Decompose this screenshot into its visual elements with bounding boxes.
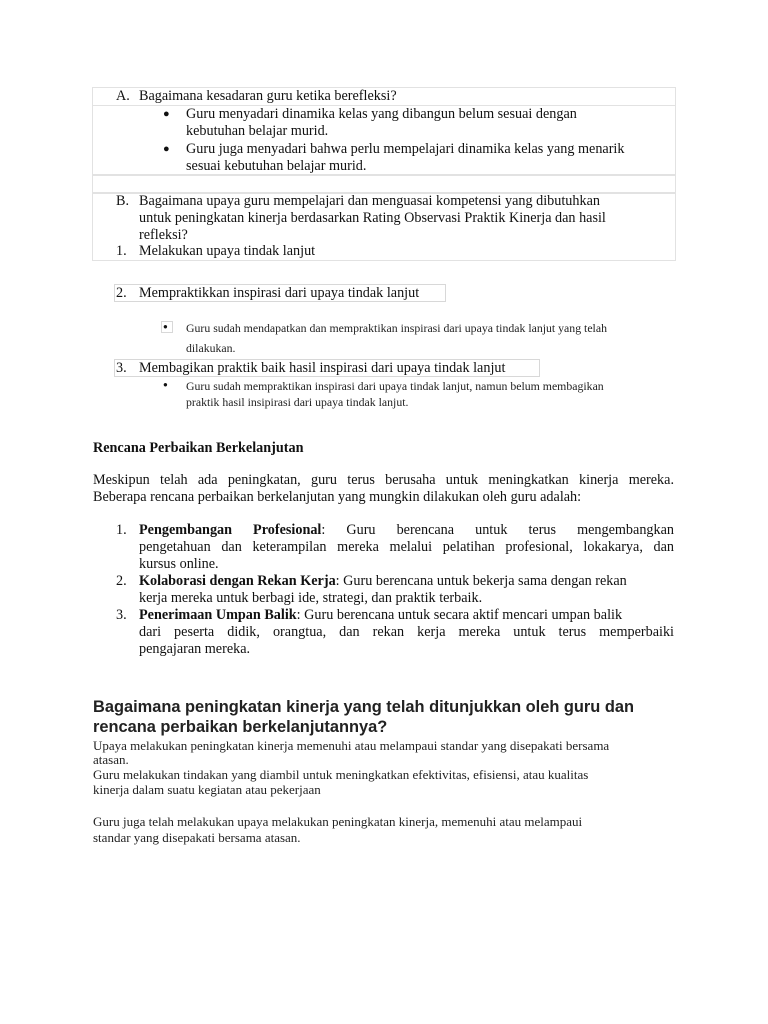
- final-para2-line-1: Guru juga telah melakukan upaya melakukan peningkatan kinerja, memenuhi atau melampaui: [93, 814, 583, 829]
- section-a-bullet-2-line-1: Guru juga menyadari bahwa perlu mempelajari dinamika kelas yang menarik: [186, 141, 625, 157]
- step-2-number: 2.: [116, 285, 127, 301]
- section-a-bullet-2-line-2: sesuai kebutuhan belajar murid.: [186, 158, 367, 174]
- section-a-question: Bagaimana kesadaran guru ketika berefleksi?: [139, 88, 397, 104]
- step-1-number: 1.: [116, 243, 127, 259]
- rencana-item-3-line-3: pengajaran mereka.: [139, 641, 251, 657]
- rencana-item-2-rest: : Guru berencana untuk bekerja sama dengan rekan: [335, 573, 627, 589]
- rencana-heading: Rencana Perbaikan Berkelanjutan: [93, 440, 304, 456]
- bullet-icon: ●: [163, 108, 170, 120]
- rencana-intro-line-2: Beberapa rencana perbaikan berkelanjutan yang mungkin dilakukan oleh guru adalah:: [93, 489, 582, 505]
- rencana-item-2-title: Kolaborasi dengan Rekan Kerja: [139, 573, 336, 589]
- step-2-text: Mempraktikkan inspirasi dari upaya tindak lanjut: [139, 285, 420, 301]
- step-3-bullet-line-1: Guru sudah mempraktikan inspirasi dari upaya tindak lanjut, namun belum membagikan: [186, 379, 604, 393]
- section-a-label: A.: [116, 88, 130, 104]
- step-3-text: Membagikan praktik baik hasil inspirasi dari upaya tindak lanjut: [139, 360, 506, 376]
- bullet-icon: ●: [163, 322, 168, 331]
- rencana-item-3-title: Penerimaan Umpan Balik: [139, 607, 297, 623]
- rencana-item-2-number: 2.: [116, 573, 127, 589]
- section-a-bullet-1-line-1: Guru menyadari dinamika kelas yang dibangun belum sesuai dengan: [186, 106, 577, 122]
- rencana-item-3-line-2: dari peserta didik, orangtua, dan rekan kerja mereka untuk terus memperbaiki: [139, 624, 674, 640]
- section-b-question-line-2: untuk peningkatan kinerja berdasarkan Rating Observasi Praktik Kinerja dan hasil: [139, 210, 606, 226]
- step-3-bullet-line-2: praktik hasil insipirasi dari upaya tindak lanjut.: [186, 395, 409, 409]
- rencana-item-1-line-2: pengetahuan dan keterampilan mereka melalui pelatihan profesional, lokakarya, dan: [139, 539, 674, 555]
- rencana-item-3-number: 3.: [116, 607, 127, 623]
- final-para1-line-2: atasan.: [93, 752, 129, 767]
- final-heading-line-2: rencana perbaikan berkelanjutannya?: [93, 718, 388, 736]
- bullet-icon: ●: [163, 143, 170, 155]
- section-a-bullet-1-line-2: kebutuhan belajar murid.: [186, 123, 329, 139]
- step-3-number: 3.: [116, 360, 127, 376]
- rencana-item-2-line-2: kerja mereka untuk berbagi ide, strategi, dan praktik terbaik.: [139, 590, 483, 606]
- rencana-item-1-rest: : Guru berencana untuk terus mengembangkan: [321, 522, 674, 538]
- rencana-item-1-title: Pengembangan Profesional: [139, 522, 322, 538]
- final-heading-line-1: Bagaimana peningkatan kinerja yang telah ditunjukkan oleh guru dan: [93, 698, 634, 716]
- step-2-bullet-line-1: Guru sudah mendapatkan dan mempraktikan inspirasi dari upaya tindak lanjut yang telah: [186, 321, 607, 335]
- separator-row: [92, 175, 676, 193]
- rencana-item-1-number: 1.: [116, 522, 127, 538]
- rencana-item-3-line-1: [139, 607, 622, 624]
- bullet-icon: ●: [163, 380, 168, 389]
- section-b-question-line-3: refleksi?: [139, 227, 188, 243]
- rencana-item-2-line-1: [139, 573, 627, 590]
- section-b-question-line-1: Bagaimana upaya guru mempelajari dan menguasai kompetensi yang dibutuhkan: [139, 193, 600, 209]
- final-para2-line-2: standar yang disepakati bersama atasan.: [93, 830, 301, 845]
- final-para1-line-4: kinerja dalam suatu kegiatan atau pekerjaan: [93, 782, 321, 797]
- rencana-item-3-rest: : Guru berencana untuk secara aktif mencari umpan balik: [296, 607, 623, 623]
- step-1-text: Melakukan upaya tindak lanjut: [139, 243, 316, 259]
- final-para1-line-1: Upaya melakukan peningkatan kinerja memenuhi atau melampaui standar yang disepakati bersama: [93, 738, 610, 753]
- rencana-item-1-line-3: kursus online.: [139, 556, 219, 572]
- section-b-label: B.: [116, 193, 130, 209]
- rencana-intro-line-1: Meskipun telah ada peningkatan, guru terus berusaha untuk meningkatkan kinerja mereka.: [93, 472, 674, 488]
- step-2-bullet-line-2: dilakukan.: [186, 341, 236, 355]
- rencana-item-1-line-1: [139, 522, 674, 539]
- final-para1-line-3: Guru melakukan tindakan yang diambil untuk meningkatkan efektivitas, efisiensi, atau kualitas: [93, 767, 589, 782]
